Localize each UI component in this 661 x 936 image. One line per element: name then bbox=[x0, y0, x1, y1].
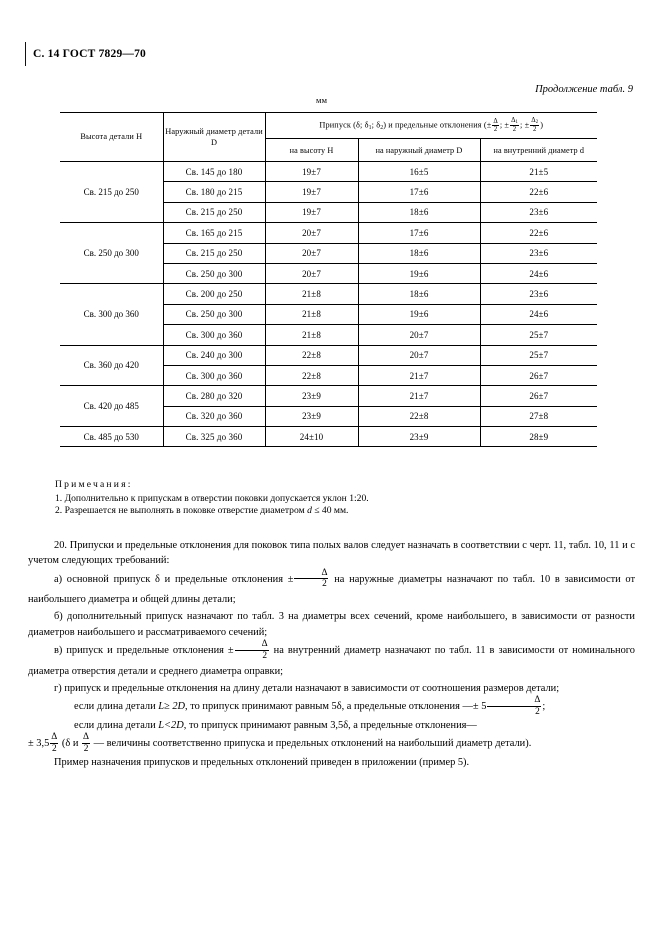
cell-on-inner-diameter: 23±6 bbox=[480, 243, 597, 263]
cell-on-inner-diameter: 26±7 bbox=[480, 386, 597, 406]
cell-outer-diameter-range: Св. 320 до 360 bbox=[163, 406, 265, 426]
cell-height-range: Св. 215 до 250 bbox=[60, 162, 163, 223]
cell-on-height: 21±8 bbox=[265, 284, 358, 304]
header-close-paren: ) bbox=[540, 120, 544, 130]
cell-on-outer-diameter: 20±7 bbox=[358, 325, 480, 345]
unit-label: мм bbox=[316, 95, 328, 105]
fraction-numerator: Δ bbox=[261, 639, 268, 649]
header-allowance-text-2: ; δ bbox=[371, 120, 381, 130]
header-height: Высота детали H bbox=[60, 113, 163, 162]
paragraph-example: Пример назначения припусков и предельных отклонений приведен в приложении (пример 5). bbox=[54, 756, 470, 768]
paragraph-item-g: г) припуск и предельные отклонения на длину детали назначают в зависимости от соотношения размеров детали; bbox=[54, 682, 560, 694]
delta-glyph: Δ bbox=[511, 116, 516, 124]
cell-on-inner-diameter: 25±7 bbox=[480, 325, 597, 345]
fraction-numerator: Δ bbox=[51, 731, 58, 742]
item-a-text-2: на наружные диаметры назначают по табл. 10 в зависимости от наибольшего диаметра и общей длины детали; bbox=[28, 573, 636, 606]
cell-on-height: 21±8 bbox=[265, 325, 358, 345]
cell-outer-diameter-range: Св. 165 до 215 bbox=[163, 223, 265, 243]
cell-outer-diameter-range: Св. 250 до 300 bbox=[163, 304, 265, 324]
table-row bbox=[60, 345, 597, 365]
fraction-denominator: 2 bbox=[235, 650, 269, 662]
item-v-text-2: на внутренний диаметр назначают по табл. 11 в зависимости от номинального диаметра отверстия детали и среднего диаметра оправки; bbox=[28, 645, 635, 677]
table-row bbox=[60, 284, 597, 304]
cell-outer-diameter-range: Св. 240 до 300 bbox=[163, 345, 265, 365]
header-sub-on-height: на высоту H bbox=[265, 139, 358, 162]
case-2-text-4: (δ и bbox=[59, 738, 82, 750]
allowances-table bbox=[60, 112, 597, 446]
fraction-delta-over-2 bbox=[294, 569, 328, 591]
cell-outer-diameter-range: Св. 300 до 360 bbox=[163, 325, 265, 345]
cell-on-outer-diameter: 16±5 bbox=[358, 162, 480, 182]
fraction-numerator: Δ bbox=[534, 695, 541, 706]
fraction-numerator bbox=[530, 117, 539, 125]
fraction-delta-over-2 bbox=[50, 733, 58, 755]
fraction-delta-over-2 bbox=[82, 733, 90, 755]
delta-subscript: 2 bbox=[535, 120, 539, 126]
fraction-numerator: Δ bbox=[321, 567, 328, 578]
cell-on-inner-diameter: 23±6 bbox=[480, 284, 597, 304]
delta-subscript: 1 bbox=[515, 120, 519, 126]
fraction-numerator bbox=[510, 117, 519, 125]
cell-outer-diameter-range: Св. 180 до 215 bbox=[163, 182, 265, 202]
fraction-delta2-over-2 bbox=[530, 117, 539, 134]
cell-on-height: 22±8 bbox=[265, 365, 358, 385]
header-sub-on-inner-diameter: на внутренний диаметр d bbox=[480, 139, 597, 162]
cell-outer-diameter-range: Св. 145 до 180 bbox=[163, 162, 265, 182]
fraction-denominator: 2 bbox=[530, 125, 539, 134]
item-v-text-1: в) припуск и предельные отклонения ± bbox=[54, 645, 234, 657]
cell-on-outer-diameter: 23±9 bbox=[358, 427, 480, 447]
header-allowance-text-3: ) и предельные отклонения (± bbox=[383, 120, 492, 130]
paragraph-case-2-cont bbox=[28, 733, 635, 755]
cell-on-height: 19±7 bbox=[265, 162, 358, 182]
case-2-text-1: если длина детали bbox=[74, 719, 159, 731]
cell-on-outer-diameter: 21±7 bbox=[358, 365, 480, 385]
cell-on-outer-diameter: 18±6 bbox=[358, 202, 480, 222]
note-item-1: 1. Дополнительно к припускам в отверстии поковки допускается уклон 1:20. bbox=[55, 492, 369, 504]
cell-on-outer-diameter: 21±7 bbox=[358, 386, 480, 406]
header-sub-on-outer-diameter: на наружный диаметр D bbox=[358, 139, 480, 162]
cell-on-inner-diameter: 27±8 bbox=[480, 406, 597, 426]
fraction-numerator: Δ bbox=[493, 118, 498, 126]
cell-on-inner-diameter: 21±5 bbox=[480, 162, 597, 182]
header-outer-diameter: Наружный диаметр детали D bbox=[163, 113, 265, 162]
fraction-denominator: 2 bbox=[294, 578, 328, 590]
cell-on-height: 21±8 bbox=[265, 304, 358, 324]
fraction-delta-over-2 bbox=[235, 640, 269, 662]
cell-on-outer-diameter: 17±6 bbox=[358, 223, 480, 243]
case-2-text-3: ± 3,5 bbox=[28, 738, 50, 750]
fraction-denominator: 2 bbox=[510, 125, 519, 134]
cell-on-inner-diameter: 24±6 bbox=[480, 263, 597, 283]
cell-outer-diameter-range: Св. 250 до 300 bbox=[163, 263, 265, 283]
cell-on-outer-diameter: 20±7 bbox=[358, 345, 480, 365]
fraction-delta-over-2 bbox=[492, 118, 498, 134]
fraction-denominator: 2 bbox=[487, 706, 541, 718]
running-head: С. 14 ГОСТ 7829—70 bbox=[33, 48, 146, 60]
cell-on-inner-diameter: 22±6 bbox=[480, 223, 597, 243]
spine-rule bbox=[25, 42, 26, 66]
fraction-delta1-over-2 bbox=[510, 117, 519, 134]
header-allowance-sub-2: 2 bbox=[380, 124, 384, 131]
cell-height-range: Св. 420 до 485 bbox=[60, 386, 163, 427]
cell-on-outer-diameter: 18±6 bbox=[358, 284, 480, 304]
case-1-text-2: , то припуск принимают равным 5δ, а предельные отклонения —± 5 bbox=[185, 701, 487, 713]
cell-on-height: 20±7 bbox=[265, 223, 358, 243]
header-allowance-sub-1: 1 bbox=[368, 124, 372, 131]
case-1-text-1: если длина детали bbox=[74, 701, 159, 713]
cell-outer-diameter-range: Св. 200 до 250 bbox=[163, 284, 265, 304]
note-item-2 bbox=[55, 505, 615, 518]
table-head bbox=[60, 113, 597, 162]
paragraph-case-1 bbox=[28, 696, 635, 718]
cell-on-height: 19±7 bbox=[265, 202, 358, 222]
cell-on-inner-diameter: 24±6 bbox=[480, 304, 597, 324]
cell-on-inner-diameter: 25±7 bbox=[480, 345, 597, 365]
cell-outer-diameter-range: Св. 215 до 250 bbox=[163, 202, 265, 222]
cell-on-outer-diameter: 18±6 bbox=[358, 243, 480, 263]
fraction-denominator: 2 bbox=[51, 743, 57, 754]
cell-on-inner-diameter: 28±9 bbox=[480, 427, 597, 447]
cell-height-range: Св. 360 до 420 bbox=[60, 345, 163, 386]
delta-glyph: Δ bbox=[531, 116, 536, 124]
cell-on-inner-diameter: 26±7 bbox=[480, 365, 597, 385]
case-1-condition: L≥ 2D bbox=[158, 701, 186, 713]
cell-on-outer-diameter: 19±6 bbox=[358, 304, 480, 324]
note-2-suffix: ≤ 40 мм. bbox=[311, 505, 349, 517]
fraction-denominator: 2 bbox=[493, 126, 498, 134]
header-separator-2: ; ± bbox=[520, 120, 530, 130]
prose-block bbox=[28, 538, 635, 770]
case-2-text-5: — величины соответственно припуска и предельных отклонений на наибольший диаметр детали). bbox=[91, 738, 532, 750]
cell-outer-diameter-range: Св. 280 до 320 bbox=[163, 386, 265, 406]
cell-on-height: 20±7 bbox=[265, 243, 358, 263]
cell-outer-diameter-range: Св. 325 до 360 bbox=[163, 427, 265, 447]
paragraph-20: 20. Припуски и предельные отклонения для поковок типа полых валов следует назначать в соответствии с черт. 11, табл. 10, 11 и с учетом следующих требований: bbox=[28, 540, 635, 567]
case-2-condition: L<2D bbox=[158, 719, 184, 731]
header-separator-1: ; ± bbox=[499, 120, 510, 130]
fraction-denominator: 2 bbox=[83, 743, 89, 754]
cell-height-range: Св. 485 до 530 bbox=[60, 427, 163, 447]
cell-on-height: 19±7 bbox=[265, 182, 358, 202]
cell-height-range: Св. 300 до 360 bbox=[60, 284, 163, 345]
fraction-delta-over-2 bbox=[487, 696, 541, 718]
paragraph-item-b: б) дополнительный припуск назначают по табл. 3 на диаметры всех сечений, кроме наибольшего, в зависимости от разности диаметров наибольшего и рассматриваемого сечений; bbox=[28, 611, 635, 638]
table-row bbox=[60, 223, 597, 243]
paragraph-case-2 bbox=[28, 718, 635, 733]
cell-outer-diameter-range: Св. 300 до 360 bbox=[163, 365, 265, 385]
cell-height-range: Св. 250 до 300 bbox=[60, 223, 163, 284]
cell-on-height: 23±9 bbox=[265, 406, 358, 426]
cell-on-height: 24±10 bbox=[265, 427, 358, 447]
fraction-numerator: Δ bbox=[83, 731, 90, 742]
note-2-prefix: 2. Разрешается не выполнять в поковке отверстие диаметром bbox=[55, 505, 308, 517]
header-allowance-span bbox=[265, 113, 597, 139]
cell-on-height: 23±9 bbox=[265, 386, 358, 406]
cell-on-outer-diameter: 17±6 bbox=[358, 182, 480, 202]
note-2-variable: d bbox=[307, 505, 312, 517]
cell-on-height: 20±7 bbox=[265, 263, 358, 283]
table-row bbox=[60, 427, 597, 447]
cell-outer-diameter-range: Св. 215 до 250 bbox=[163, 243, 265, 263]
paragraph-item-v bbox=[28, 640, 635, 681]
cell-on-outer-diameter: 22±8 bbox=[358, 406, 480, 426]
table-body bbox=[60, 162, 597, 447]
cell-on-inner-diameter: 22±6 bbox=[480, 182, 597, 202]
cell-on-outer-diameter: 19±6 bbox=[358, 263, 480, 283]
table-continuation-label: Продолжение табл. 9 bbox=[535, 84, 633, 95]
table-row bbox=[60, 162, 597, 182]
table-row bbox=[60, 386, 597, 406]
table-bottom-rule bbox=[60, 446, 597, 447]
item-a-text-1: а) основной припуск δ и предельные отклонения ± bbox=[54, 573, 294, 585]
header-allowance-text-1: Припуск (δ; δ bbox=[319, 120, 369, 130]
case-1-text-3: ; bbox=[542, 701, 546, 713]
paragraph-item-a bbox=[28, 569, 635, 610]
notes-block bbox=[55, 479, 615, 518]
notes-title: Примечания: bbox=[55, 479, 133, 490]
cell-on-inner-diameter: 23±6 bbox=[480, 202, 597, 222]
case-2-text-2: , то припуск принимают равным 3,5δ, а предельные отклонения— bbox=[183, 719, 477, 731]
allowances-table-wrapper bbox=[60, 112, 597, 447]
cell-on-height: 22±8 bbox=[265, 345, 358, 365]
